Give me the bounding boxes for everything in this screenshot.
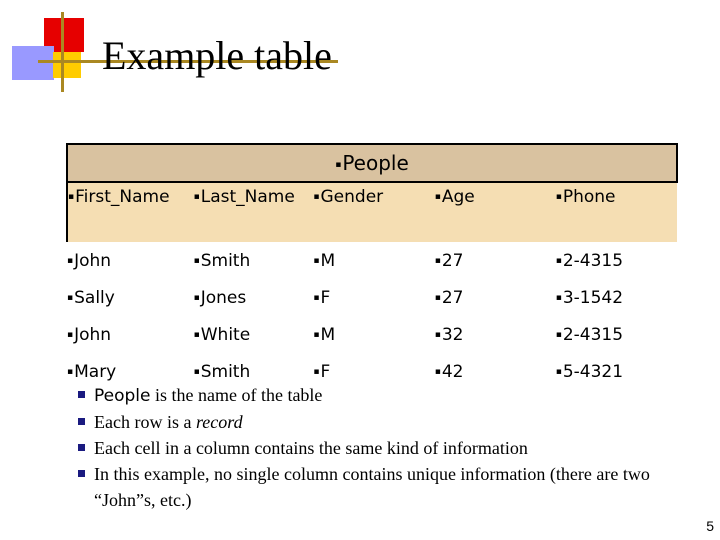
table-cell: ▪42 xyxy=(434,361,464,382)
bullet-icon: ▪ xyxy=(335,159,342,170)
square-bullet-icon xyxy=(78,391,85,398)
table-cell: ▪Mary xyxy=(67,361,117,382)
list-item: People is the name of the table xyxy=(78,382,678,409)
table-caption: ▪People xyxy=(67,144,677,182)
table-header-row xyxy=(67,182,677,242)
list-item: Each cell in a column contains the same kind of information xyxy=(78,435,678,461)
table-row xyxy=(67,279,677,316)
table-cell: ▪John xyxy=(67,324,112,345)
table-cell: ▪2-4315 xyxy=(555,250,624,271)
table-cell: ▪Jones xyxy=(193,287,247,308)
people-table xyxy=(66,143,678,390)
square-bullet-icon xyxy=(78,470,85,477)
table-cell: ▪27 xyxy=(434,287,464,308)
table-cell: ▪Sally xyxy=(67,287,115,308)
table-cell: ▪32 xyxy=(434,324,464,345)
logo-vertical-line xyxy=(61,12,64,92)
table-cell: ▪27 xyxy=(434,250,464,271)
square-bullet-icon xyxy=(78,444,85,451)
table-header-cell: ▪Phone xyxy=(556,182,677,242)
table-cell: ▪3-1542 xyxy=(555,287,624,308)
table-row xyxy=(67,316,677,353)
bullet-list xyxy=(78,382,678,513)
logo-blue-square xyxy=(12,46,54,80)
table-cell: ▪F xyxy=(313,287,331,308)
table-cell: ▪John xyxy=(67,250,112,271)
table-cell: ▪M xyxy=(313,250,336,271)
table-header-cell: ▪Last_Name xyxy=(194,182,314,242)
table-cell: ▪5-4321 xyxy=(555,361,624,382)
table-cell: ▪2-4315 xyxy=(555,324,624,345)
table-cell: ▪Smith xyxy=(193,361,251,382)
table-header-cell: ▪Age xyxy=(435,182,556,242)
list-item: In this example, no single column contains unique information (there are two “John”s, etc.) xyxy=(78,461,678,513)
square-bullet-icon xyxy=(78,418,85,425)
table-cell: ▪M xyxy=(313,324,336,345)
logo-yellow-square xyxy=(53,52,81,78)
slide-title: Example table xyxy=(102,33,332,78)
table-row xyxy=(67,242,677,279)
table-cell: ▪Smith xyxy=(193,250,251,271)
table-cell: ▪White xyxy=(193,324,251,345)
page-number: 5 xyxy=(706,518,714,534)
table-header-cell: ▪Gender xyxy=(313,182,434,242)
table-header-cell: ▪First_Name xyxy=(67,182,194,242)
table-caption-row xyxy=(67,144,677,182)
list-item: Each row is a record xyxy=(78,409,678,435)
table-cell: ▪F xyxy=(313,361,331,382)
